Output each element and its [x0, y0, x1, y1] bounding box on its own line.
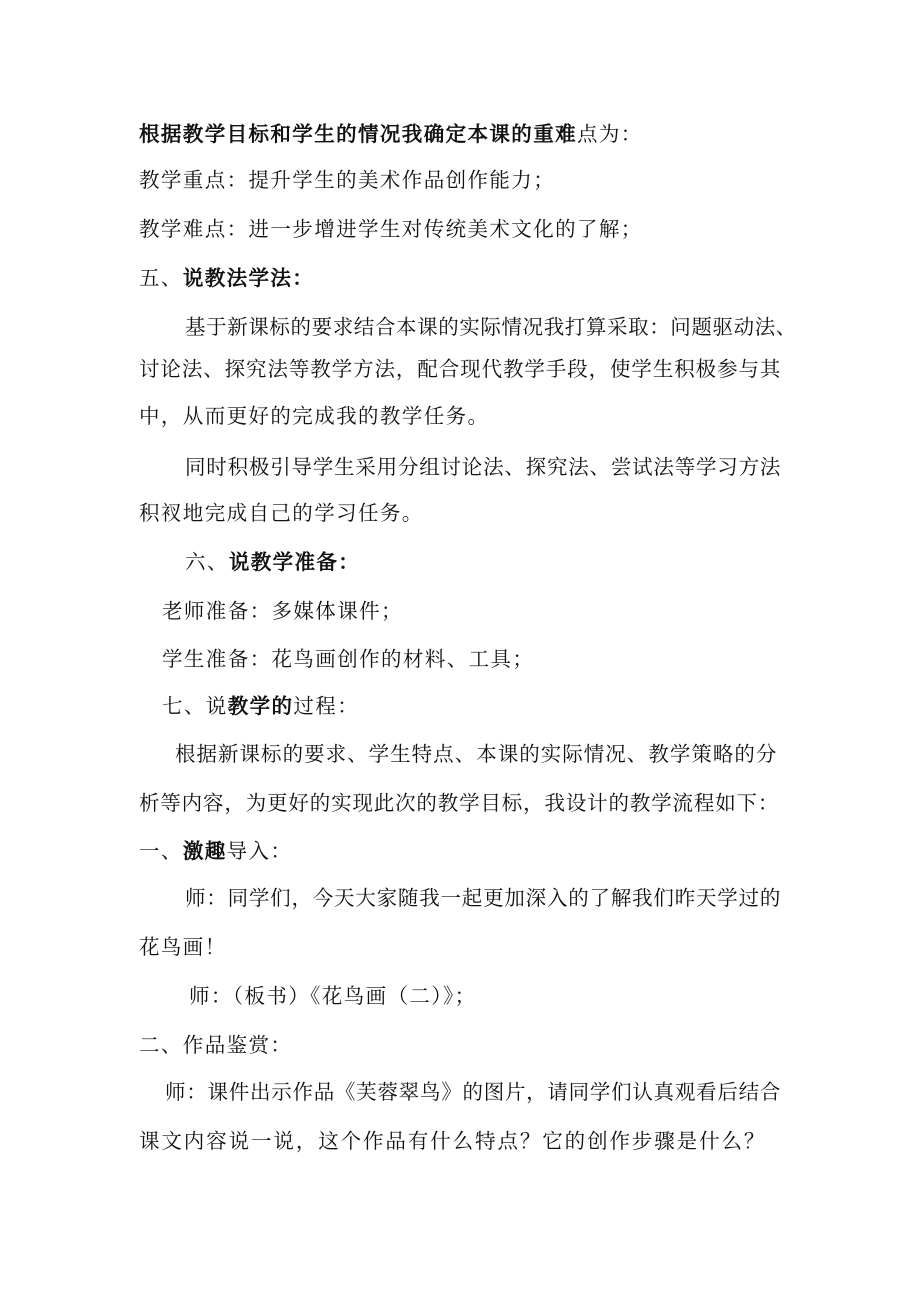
section6-heading	[185, 548, 360, 576]
focus-intro-rest: 点为：	[577, 122, 643, 146]
student-prep: 学生准备：花鸟画创作的材料、工具；	[162, 647, 535, 671]
study-para-line1: 同时积极引导学生采用分组讨论法、探究法、尝试法等学习方法	[185, 455, 781, 479]
step1-line1: 师：同学们，今天大家随我一起更加深入的了解我们昨天学过的	[185, 886, 781, 910]
step1-rest: 导入：	[226, 839, 293, 863]
section5-heading	[139, 264, 314, 292]
step2-line2: 课文内容说一说，这个作品有什么特点？它的创作步骤是什么？	[139, 1129, 765, 1153]
step2-heading: 二、作品鉴赏：	[139, 1033, 293, 1057]
step2-line1: 师：课件出示作品《芙蓉翠鸟》的图片，请同学们认真观看后结合	[165, 1080, 781, 1104]
section6-title: 说教学准备：	[228, 550, 361, 574]
section7-heading	[162, 692, 359, 720]
key-point: 教学重点：提升学生的美术作品创作能力；	[139, 168, 556, 192]
methods-para-line2: 讨论法、探究法等教学方法，配合现代教学手段，使学生积极参与其	[139, 357, 781, 381]
section7-number: 七、说	[162, 694, 228, 718]
difficult-point: 教学难点：进一步增进学生对传统美术文化的了解；	[139, 217, 643, 241]
section5-number: 五、	[139, 266, 183, 290]
step1-number: 一、	[139, 839, 183, 863]
process-para-line1: 根据新课标的要求、学生特点、本课的实际情况、教学策略的分	[175, 742, 777, 766]
methods-para-line1: 基于新课标的要求结合本课的实际情况我打算采取：问题驱动法、	[185, 315, 797, 339]
focus-intro	[139, 120, 643, 148]
section5-title: 说教法学法：	[182, 266, 315, 290]
teacher-prep: 老师准备：多媒体课件；	[162, 599, 403, 623]
section7-rest: 过程：	[293, 694, 360, 718]
focus-intro-bold: 根据教学目标和学生的情况我确定本课的重难	[139, 122, 577, 146]
step1-bold: 激趣	[182, 839, 227, 863]
step1-heading	[139, 837, 292, 865]
step1-board: 师：（板书）《花鸟画（二）》；	[189, 984, 477, 1008]
step1-line2: 花鸟画！	[139, 935, 227, 959]
section6-number: 六、	[185, 550, 229, 574]
study-para-line2: 积衩地完成自己的学习任务。	[139, 501, 424, 525]
section7-bold: 教学的	[227, 694, 294, 718]
process-para-line2: 析等内容，为更好的实现此次的教学目标，我设计的教学流程如下：	[139, 791, 779, 815]
methods-para-line3: 中，从而更好的完成我的教学任务。	[139, 404, 490, 428]
